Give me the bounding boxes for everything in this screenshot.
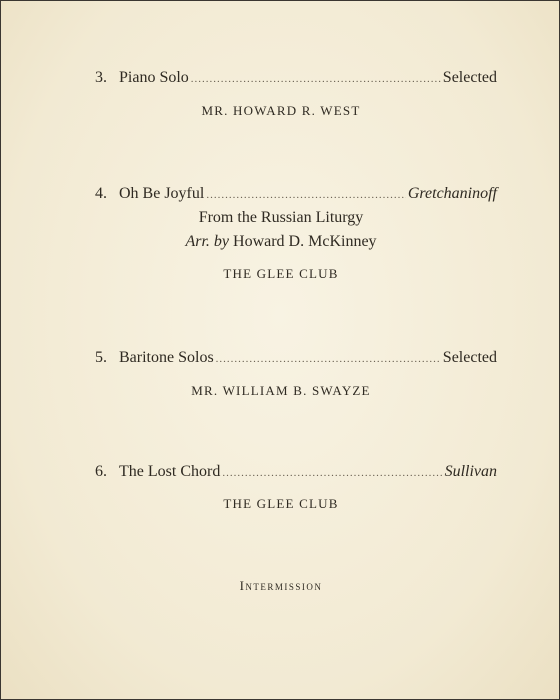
item-arranger-line <box>1 232 560 252</box>
item-note: From the Russian Liturgy <box>198 209 364 226</box>
program-item-4 <box>95 184 497 205</box>
item-composer: Gretchaninoff <box>407 185 497 202</box>
program-item-3 <box>95 68 497 89</box>
leader-dots <box>191 69 441 89</box>
item-title: Oh Be Joyful <box>119 185 205 202</box>
item-performer: MR. HOWARD R. WEST <box>201 103 361 118</box>
leader-dots <box>222 463 442 483</box>
item-composer: Selected <box>442 69 497 86</box>
leader-dots <box>206 185 406 205</box>
program-item-6 <box>95 462 497 483</box>
item-title: The Lost Chord <box>119 463 221 480</box>
item-title: Baritone Solos <box>119 349 214 366</box>
intermission-heading: Intermission <box>239 578 323 593</box>
item-performer: THE GLEE CLUB <box>223 266 339 281</box>
arranger-prefix: Arr. by <box>185 233 230 250</box>
item-title: Piano Solo <box>119 69 189 86</box>
item-performer: MR. WILLIAM B. SWAYZE <box>191 383 371 398</box>
item-number: 3. <box>95 69 107 86</box>
arranger-name: Howard D. McKinney <box>233 233 377 250</box>
leader-dots <box>216 349 441 369</box>
item-composer: Sullivan <box>444 463 497 480</box>
item-number: 4. <box>95 185 107 202</box>
item-performer: THE GLEE CLUB <box>223 496 339 511</box>
item-composer: Selected <box>442 349 497 366</box>
item-number: 6. <box>95 463 107 480</box>
program-item-5 <box>95 348 497 369</box>
item-number: 5. <box>95 349 107 366</box>
